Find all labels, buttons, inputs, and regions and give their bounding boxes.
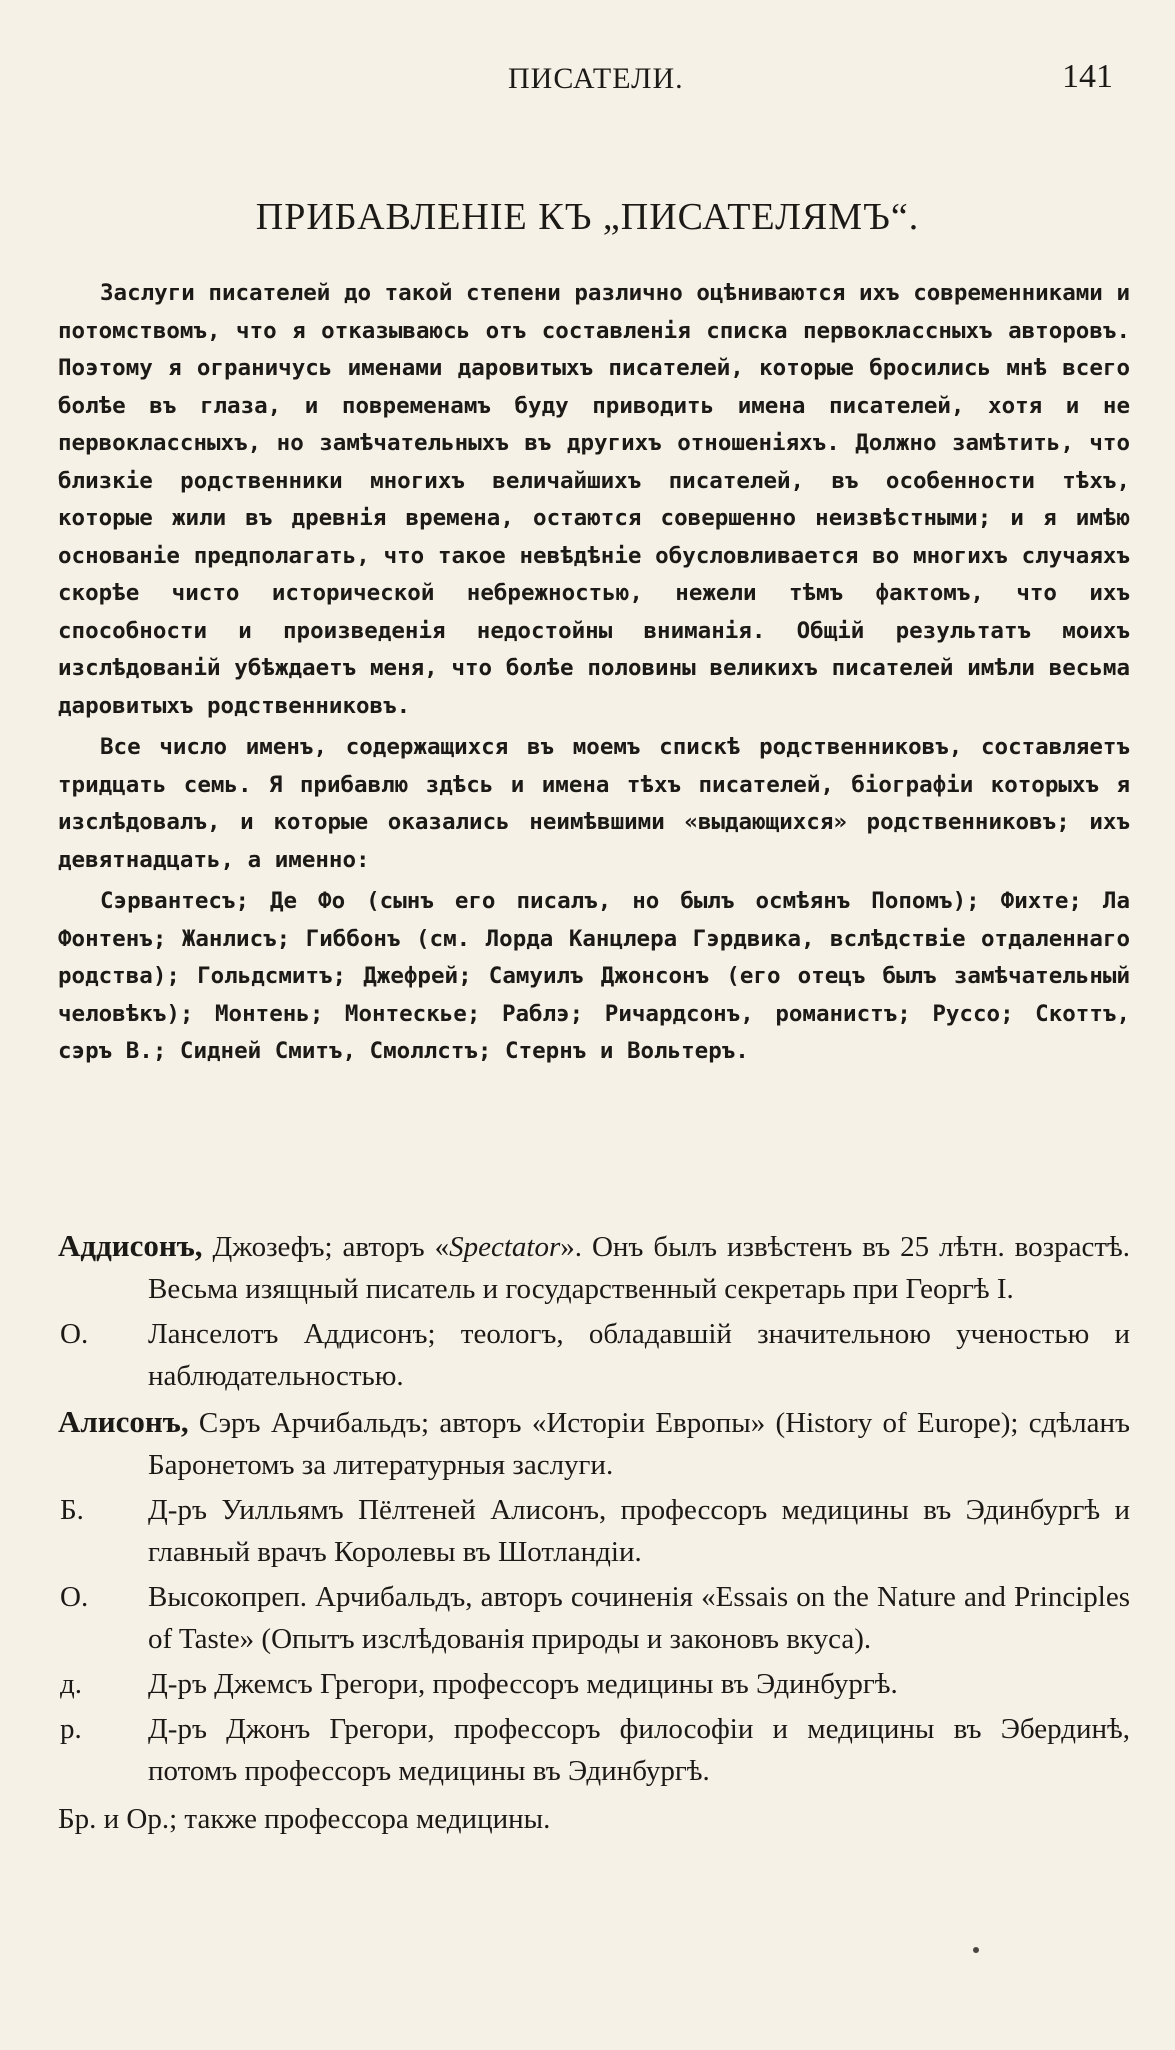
relative-row xyxy=(58,1708,1130,1792)
relative-text: Д-ръ Джонъ Грегори, профессоръ философіи и медицины въ Эбердинѣ, потомъ профессоръ медицины въ Эдинбургѣ. xyxy=(148,1713,1130,1787)
ink-speck xyxy=(973,1947,979,1953)
intro-paragraph-2: Все число именъ, содержащихся въ моемъ спискѣ родственниковъ, составляетъ тридцать семь. Я прибавлю здѣсь и имена тѣхъ писателей, біографіи которыхъ я изслѣдовалъ, и которые оказались неимѣвшими «выдающихся» родственниковъ; ихъ девятнадцать, а именно: xyxy=(58,734,1130,873)
relation-code: О. xyxy=(60,1318,89,1350)
relative-row xyxy=(58,1576,1130,1660)
relation-code: д. xyxy=(60,1668,83,1700)
intro-paragraph-3: Сэрвантесъ; Де Фо (сынъ его писалъ, но былъ осмѣянъ Попомъ); Фихте; Ла Фонтенъ; Жанлисъ; Гиббонъ (см. Лорда Канцлера Гэрдвика, вслѣдствіе отдаленнаго родства); Гольдсмитъ; Джефрей; Самуилъ Джонсонъ (его отецъ былъ замѣчательный человѣкъ); Монтень; Монтескье; Раблэ; Ричардсонъ, романистъ; Руссо; Скоттъ, сэръ В.; Сидней Смитъ, Смоллстъ; Стернъ и Вольтеръ. xyxy=(58,888,1130,1064)
relative-row xyxy=(58,1489,1130,1573)
section-title: ПРИБАВЛЕНІЕ КЪ „ПИСАТЕЛЯМЪ“. xyxy=(255,196,920,238)
relation-code: р. xyxy=(60,1713,82,1745)
entry-name: Аддисонъ, xyxy=(58,1228,203,1263)
entry-alison xyxy=(58,1401,1130,1840)
relative-text: Д-ръ Джемсъ Грегори, профессоръ медицины въ Эдинбургѣ. xyxy=(148,1668,898,1700)
relation-code: О. xyxy=(60,1581,89,1613)
intro-paragraph-1: Заслуги писателей до такой степени различно оцѣниваются ихъ современниками и потомствомъ, что я отказываюсь отъ составленія списка первоклассныхъ авторовъ. Поэтому я ограничусь именами даровитыхъ писателей, которые бросились мнѣ всего болѣе въ глаза, и повременамъ буду приводить имена писателей, хотя и не первоклассныхъ, но замѣчательныхъ въ другихъ отношеніяхъ. Должно замѣтить, что близкіе родственники многихъ величайшихъ писателей, въ особенности тѣхъ, которые жили въ древнія времена, остаются совершенно неизвѣстными; и я имѣю основаніе предполагать, что такое невѣдѣніе обусловливается во многихъ случаяхъ скорѣе чисто исторической небрежностью, нежели тѣмъ фактомъ, что ихъ способности и произведенія недостойны вниманія. Общій результатъ моихъ изслѣдованій убѣждаетъ меня, что болѣе половины великихъ писателей имѣли весьма даровитыхъ родственниковъ. xyxy=(58,280,1130,719)
relative-text: Высокопреп. Арчибальдъ, авторъ сочиненія «Essais on the Nature and Principles of Taste» (Опытъ изслѣдованія природы и законовъ вкуса). xyxy=(148,1581,1130,1655)
entry-desc: Сэръ Арчибальдъ; авторъ «Исторіи Европы» (History of Europe); сдѣланъ Баронетомъ за литературныя заслуги. xyxy=(148,1407,1130,1481)
relation-code: Б. xyxy=(60,1494,84,1526)
intro-text xyxy=(58,275,1130,1071)
relative-summary-text: Бр. и Ор.; также профессора медицины. xyxy=(58,1803,551,1835)
entry-heading xyxy=(58,1401,1130,1486)
page-header xyxy=(0,58,1175,102)
relative-text: Ланселотъ Аддисонъ; теологъ, обладавшій значительною ученостью и наблюдательностью. xyxy=(148,1318,1130,1392)
entry-desc-italic: Spectator xyxy=(449,1231,561,1263)
running-title: ПИСАТЕЛИ. xyxy=(508,62,684,95)
entry-addison xyxy=(58,1225,1130,1397)
relative-row-summary xyxy=(58,1798,1130,1840)
entry-desc: Джозефъ; авторъ « xyxy=(202,1231,450,1263)
page-number: 141 xyxy=(1062,58,1113,95)
entries-list xyxy=(58,1225,1130,1840)
relative-row xyxy=(58,1313,1130,1397)
relative-text: Д-ръ Уилльямъ Пёлтеней Алисонъ, профессоръ медицины въ Эдинбургѣ и главный врачъ Королевы въ Шотландіи. xyxy=(148,1494,1130,1568)
entry-desc: ». Онъ былъ извѣстенъ въ 25 лѣтн. возрастѣ. Весьма изящный писатель и государственный секретарь при Георгѣ I. xyxy=(148,1231,1131,1305)
entry-name: Алисонъ, xyxy=(58,1404,189,1439)
entry-heading xyxy=(58,1225,1130,1310)
relative-row xyxy=(58,1663,1130,1705)
